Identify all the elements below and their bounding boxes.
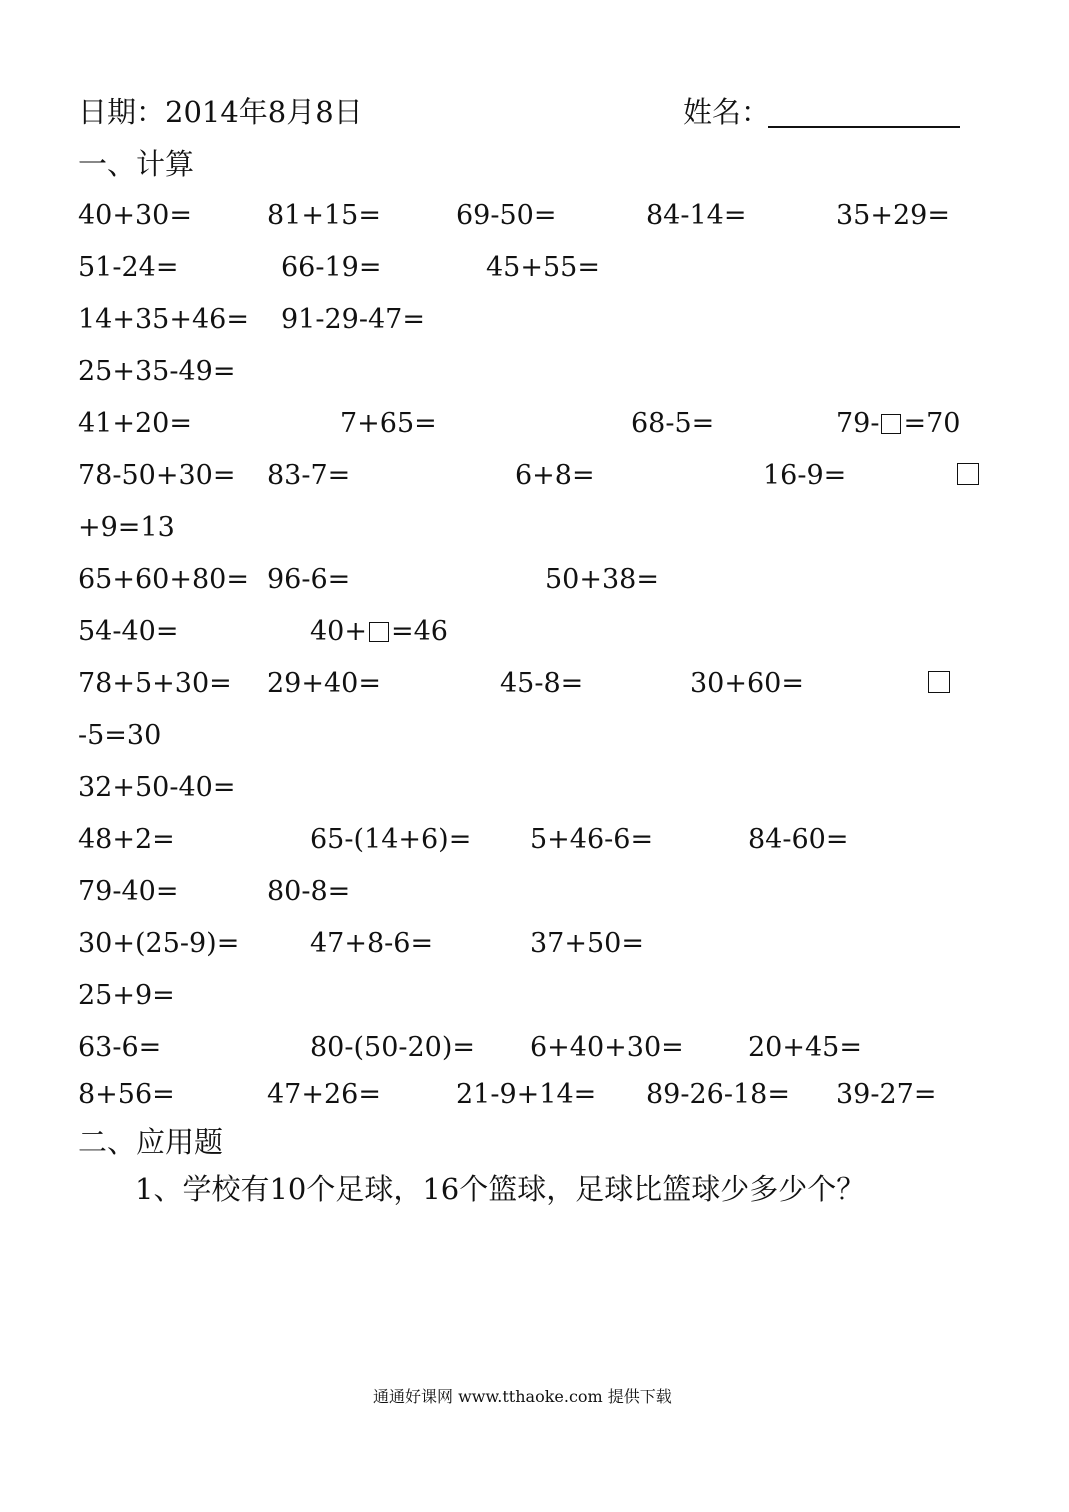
problem: 35+29= bbox=[836, 200, 950, 231]
problem: 32+50-40= bbox=[78, 772, 236, 803]
problem: 25+35-49= bbox=[78, 356, 236, 387]
problem: 79-40= bbox=[78, 876, 179, 907]
problem: 78+5+30= bbox=[78, 668, 232, 699]
problem: 66-19= bbox=[281, 252, 382, 283]
problem-part: 40+ bbox=[310, 616, 367, 647]
problem: 7+65= bbox=[340, 408, 437, 439]
problem: 96-6= bbox=[267, 564, 351, 595]
problem: 21-9+14= bbox=[456, 1079, 597, 1110]
date-line: 日期：2014年8月8日 bbox=[78, 95, 363, 129]
problem: 47+8-6= bbox=[310, 928, 434, 959]
problem: 54-40= bbox=[78, 616, 179, 647]
section-title-calc: 一、计算 bbox=[78, 147, 195, 181]
problem: 5+46-6= bbox=[530, 824, 654, 855]
problem: 6+40+30= bbox=[530, 1032, 684, 1063]
problem: 65-(14+6)= bbox=[310, 824, 472, 855]
problem: +9=13 bbox=[78, 512, 175, 543]
problem: 80-8= bbox=[267, 876, 351, 907]
problem: 47+26= bbox=[267, 1079, 381, 1110]
problem: 16-9= bbox=[763, 460, 847, 491]
problem: 91-29-47= bbox=[281, 304, 425, 335]
problem: 37+50= bbox=[530, 928, 644, 959]
word-problem-1: 1、学校有10个足球，16个篮球，足球比篮球少多少个？ bbox=[135, 1172, 866, 1206]
problem-part: =46 bbox=[390, 616, 448, 647]
problem: 69-50= bbox=[456, 200, 557, 231]
problem: 84-14= bbox=[646, 200, 747, 231]
problem: 30+(25-9)= bbox=[78, 928, 240, 959]
problem: 81+15= bbox=[267, 200, 381, 231]
problem: -5=30 bbox=[78, 720, 162, 751]
problem: 29+40= bbox=[267, 668, 381, 699]
problem-part: =70 bbox=[903, 408, 961, 439]
problem: 63-6= bbox=[78, 1032, 162, 1063]
problem: 83-7= bbox=[267, 460, 351, 491]
problem: 68-5= bbox=[631, 408, 715, 439]
problem: 78-50+30= bbox=[78, 460, 236, 491]
problem-part: 79- bbox=[836, 408, 880, 439]
problem: 30+60= bbox=[690, 668, 804, 699]
problem: 45-8= bbox=[500, 668, 584, 699]
problem-with-box bbox=[836, 408, 960, 440]
name-blank-line[interactable] bbox=[768, 126, 960, 128]
answer-box[interactable] bbox=[957, 463, 979, 485]
section-title-word-problems: 二、应用题 bbox=[78, 1125, 224, 1159]
answer-box[interactable] bbox=[881, 414, 901, 434]
problem: 48+2= bbox=[78, 824, 175, 855]
problem: 51-24= bbox=[78, 252, 179, 283]
problem: 50+38= bbox=[545, 564, 659, 595]
problem-with-box bbox=[310, 616, 448, 648]
problem: 14+35+46= bbox=[78, 304, 249, 335]
name-label: 姓名： bbox=[683, 95, 771, 129]
problem: 80-(50-20)= bbox=[310, 1032, 476, 1063]
problem: 20+45= bbox=[748, 1032, 862, 1063]
problem: 8+56= bbox=[78, 1079, 175, 1110]
answer-box[interactable] bbox=[369, 622, 389, 642]
problem: 41+20= bbox=[78, 408, 192, 439]
problem: 65+60+80= bbox=[78, 564, 249, 595]
problem: 25+9= bbox=[78, 980, 175, 1011]
footer-credit: 通通好课网 www.tthaoke.com 提供下载 bbox=[373, 1387, 672, 1406]
problem: 39-27= bbox=[836, 1079, 937, 1110]
problem: 84-60= bbox=[748, 824, 849, 855]
answer-box[interactable] bbox=[928, 671, 950, 693]
problem: 89-26-18= bbox=[646, 1079, 790, 1110]
problem: 6+8= bbox=[515, 460, 595, 491]
problem: 45+55= bbox=[486, 252, 600, 283]
problem: 40+30= bbox=[78, 200, 192, 231]
